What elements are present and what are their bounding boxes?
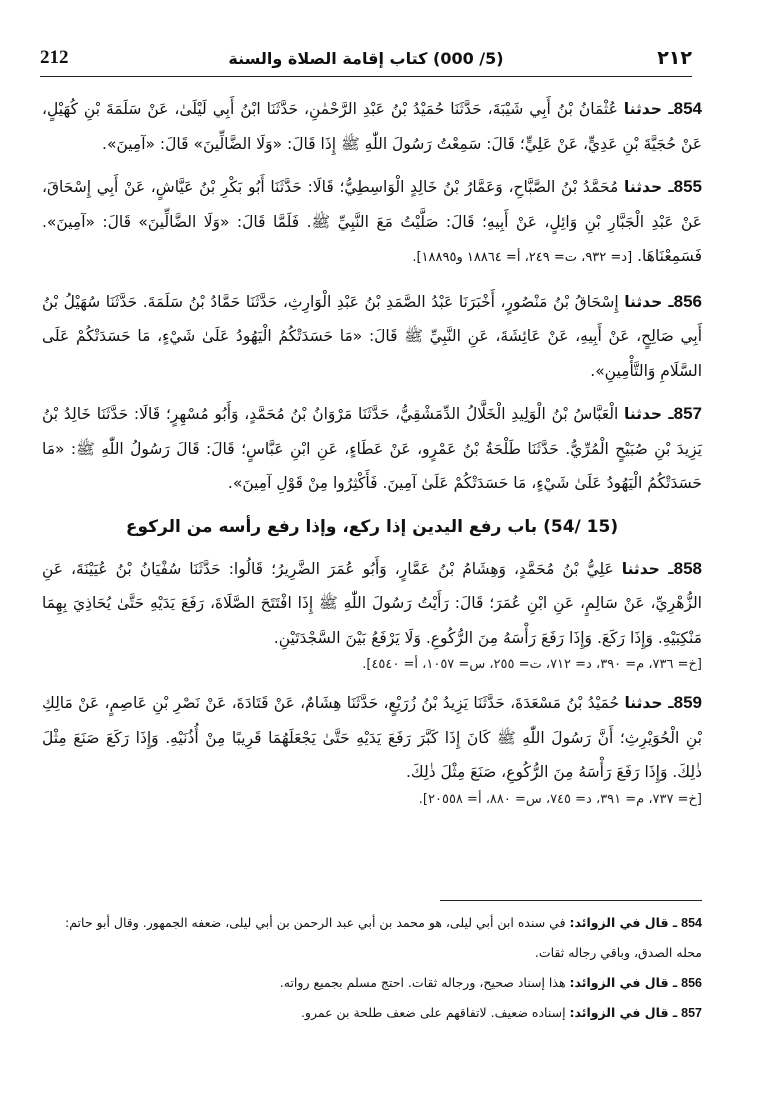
hadith-text: حُمَيْدُ بْنُ مَسْعَدَةَ، حَدَّثَنَا يَزِيدُ بْنُ زُرَيْعٍ، حَدَّثَنَا هِشَامٌ، عَنْ قَتَادَةَ، عَنْ نَصْرِ بْنِ عَاصِمٍ، عَنْ مَالِكِ بْنِ الْحُوَيْرِثِ؛ أَنَّ رَسُولَ اللّٰهِ ﷺ كَانَ إِذَا كَبَّرَ رَفَعَ يَدَيْهِ حَتَّىٰ يَجْعَلَهُمَا قَرِيبًا مِنْ أُذُنَيْهِ. وَإِذَا رَكَعَ صَنَعَ مِثْلَ ذٰلِكَ. وَإِذَا رَفَعَ رَأْسَهُ مِنَ الرُّكُوعِ، صَنَعَ مِثْلَ ذٰلِكَ.: [42, 694, 702, 781]
hadith-857: [42, 397, 702, 501]
page-number-arabic: ٢١٢: [657, 47, 692, 69]
footnotes: [42, 908, 702, 1028]
footnote-text: في سنده ابن أبي ليلى، هو محمد بن أبي عبد الرحمن بن أبي ليلى، ضعفه الجمهور. وقال أبو حاتم: محله الصدق، وباقي رجاله ثقات.: [65, 915, 702, 960]
hadith-number: 854: [673, 99, 702, 118]
footnote-856: [42, 968, 702, 998]
footnote-label: ـ قال في الزوائد:: [569, 915, 678, 930]
footnote-854: [42, 908, 702, 968]
footnote-number: 857: [681, 1006, 702, 1020]
hadith-text: عَلِيُّ بْنُ مُحَمَّدٍ، وَهِشَامُ بْنُ عَمَّارٍ، وَأَبُو عُمَرَ الضَّرِيرُ؛ قَالُوا: حَدَّثَنَا سُفْيَانُ بْنُ عُيَيْنَةَ، عَنِ الزُّهْرِيِّ، عَنْ سَالِمٍ، عَنِ ابْنِ عُمَرَ؛ قَالَ: رَأَيْتُ رَسُولَ اللّٰهِ ﷺ إِذَا افْتَتَحَ الصَّلَاةَ، رَفَعَ يَدَيْهِ حَتَّىٰ يُحَاذِيَ بِهِمَا مَنْكِبَيْهِ. وَإِذَا رَكَعَ. وَإِذَا رَفَعَ رَأْسَهُ مِنَ الرُّكُوعِ. وَلَا يَرْفَعُ بَيْنَ السَّجْدَتَيْنِ.: [42, 559, 702, 647]
hadith-number: 855: [673, 177, 703, 196]
footnote-label: ـ قال في الزوائد:: [569, 1005, 678, 1020]
hadith-text: الْعَبَّاسُ بْنُ الْوَلِيدِ الْخَلَّالُ الدِّمَشْقِيُّ، حَدَّثَنَا مَرْوَانُ بْنُ مُحَمَّدٍ، وَأَبُو مُسْهِرٍ؛ قَالَا: حَدَّثَنَا خَالِدُ بْنُ يَزِيدَ بْنِ صُبَيْحٍ الْمُرِّيُّ. حَدَّثَنَا طَلْحَةُ بْنُ عَمْرٍو، عَنْ عَطَاءٍ، عَنِ ابْنِ عَبَّاسٍ؛ قَالَ: قَالَ رَسُولُ اللّٰهِ ﷺ: «مَا حَسَدَتْكُمُ الْيَهُودُ عَلَىٰ شَيْءٍ، مَا حَسَدَتْكُمْ عَلَىٰ آمِينَ. فَأَكْثِرُوا مِنْ قَوْلِ آمِينَ».: [42, 405, 702, 492]
hadith-intro: ـ حدثنا: [624, 405, 674, 423]
hadith-856: [42, 285, 702, 389]
main-text: [42, 92, 702, 821]
hadith-text: إِسْحَاقُ بْنُ مَنْصُورٍ، أَخْبَرَنَا عَبْدُ الصَّمَدِ بْنُ عَبْدِ الْوَارِثِ، حَدَّثَنَا حَمَّادُ بْنُ سَلَمَةَ. حَدَّثَنَا سُهَيْلُ بْنُ أَبِي صَالِحٍ، عَنْ أَبِيهِ، عَنْ عَائِشَةَ، عَنِ النَّبِيِّ ﷺ قَالَ: «مَا حَسَدَتْكُمُ الْيَهُودُ عَلَىٰ شَيْءٍ، مَا حَسَدَتْكُمْ عَلَى السَّلَامِ وَالتَّأْمِينِ».: [42, 292, 702, 380]
footnote-text: هذا إسناد صحيح، ورجاله ثقات. احتج مسلم بجميع رواته.: [279, 975, 566, 990]
hadith-number: 857: [673, 404, 702, 423]
chapter-heading: (15 /54) باب رفع اليدين إذا ركع، وإذا رفع رأسه من الركوع: [125, 516, 619, 537]
hadith-intro: ـ حدثنا: [624, 292, 674, 311]
page-header: [40, 40, 692, 77]
footnote-number: 856: [681, 976, 702, 990]
hadith-text: عُثْمَانُ بْنُ أَبِي شَيْبَةَ، حَدَّثَنَا حُمَيْدُ بْنُ عَبْدِ الرَّحْمٰنِ، حَدَّثَنَا ابْنُ أَبِي لَيْلَىٰ، عَنْ سَلَمَةَ بْنِ كُهَيْلٍ، عَنْ حُجَيَّةَ بْنِ عَدِيٍّ، عَنْ عَلِيٍّ؛ قَالَ: سَمِعْتُ رَسُولَ اللّٰهِ ﷺ إِذَا قَالَ: «وَلَا الضَّالِّينَ» قَالَ: «آمِينَ».: [42, 100, 702, 153]
hadith-859: [42, 686, 702, 812]
footnote-label: ـ قال في الزوائد:: [569, 975, 678, 990]
hadith-855: [42, 170, 702, 276]
hadith-reference: [خ= ٧٣٦، م= ٣٩٠، د= ٧١٢، ت= ٢٥٥، س= ١٠٥٧، أ= ٤٥٤٠].: [362, 657, 702, 672]
hadith-number: 858: [673, 558, 702, 578]
hadith-text: مُحَمَّدُ بْنُ الصَّبَّاحِ، وَعَمَّارُ بْنُ خَالِدٍ الْوَاسِطِيُّ؛ قَالَا: حَدَّثَنَا أَبُو بَكْرِ بْنُ عَيَّاشٍ، عَنْ أَبِي إِسْحَاقَ، عَنْ عَبْدِ الْجَبَّارِ بْنِ وَائِلٍ، عَنْ أَبِيهِ؛ قَالَ: صَلَّيْتُ مَعَ النَّبِيِّ ﷺ. فَلَمَّا قَالَ: «وَلَا الضَّالِّينَ» قَالَ: «آمِينَ». فَسَمِعْنَاهَا.: [42, 178, 702, 265]
page-number-latin: 212: [40, 47, 69, 68]
hadith-854: [42, 92, 702, 161]
hadith-number: 859: [673, 693, 702, 712]
running-title: (5/ 000) كتاب إقامة الصلاة والسنة: [228, 48, 504, 68]
hadith-intro: ـ حدثنا: [624, 178, 674, 196]
footnote-divider: [440, 900, 702, 901]
footnote-857: [42, 998, 702, 1028]
footnote-text: إسناده ضعيف. لاتفاقهم على ضعف طلحة بن عمرو.: [300, 1005, 566, 1020]
hadith-reference: [خ= ٧٣٧، م= ٣٩١، د= ٧٤٥، س= ٨٨٠، أ= ٢٠٥٥٨].: [418, 791, 702, 807]
footnote-number: 854: [681, 916, 702, 930]
hadith-reference: [د= ٩٣٢، ت= ٢٤٩، أ= ١٨٨٦٤ و١٨٨٩٥].: [412, 250, 633, 265]
hadith-number: 856: [673, 291, 702, 311]
hadith-intro: ـ حدثنا: [624, 694, 674, 712]
hadith-intro: ـ حدثنا: [621, 559, 674, 578]
hadith-intro: ـ حدثنا: [623, 100, 674, 118]
hadith-858: [42, 552, 702, 678]
